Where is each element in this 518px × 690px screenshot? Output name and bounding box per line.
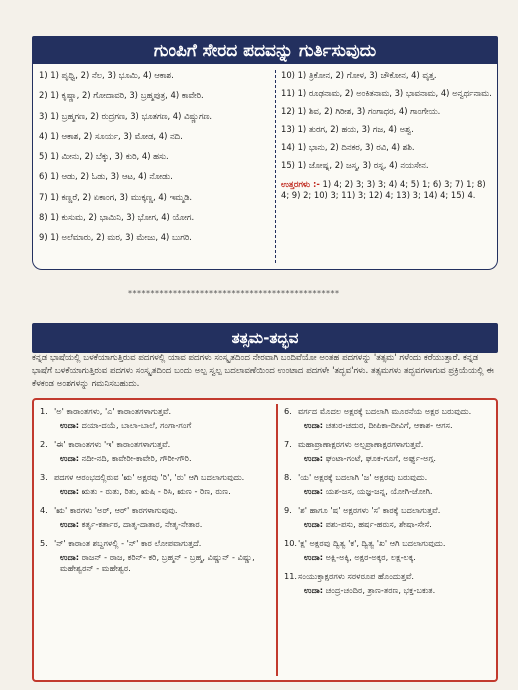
rule-item — [40, 505, 272, 517]
rule-item — [284, 472, 494, 484]
rule-text: 'ನ್' ಕಾರಾಂತ ಶಬ್ದಗಳಲ್ಲಿ - 'ನ್' ಕಾರ ಲೋಪವಾಗುತ್ತದೆ. — [54, 538, 202, 548]
rule-example — [40, 519, 272, 531]
questions-left-column — [39, 70, 271, 253]
example-label: ಉದಾ: — [60, 551, 80, 562]
rule-number: 5. — [40, 538, 48, 548]
example-text: ರಾಜನ್ - ರಾಜ, ಕರಿನ್- ಕರಿ, ಬ್ರಹ್ಮನ್ - ಬ್ರಹ್ಮ, ವಿಷ್ಣುನ್ - ವಿಷ್ಣು, ಮಹೇಶ್ವರನ್ - ಮಹೇಶ್ವರ. — [60, 551, 255, 573]
question-item: 3) 1) ಬ್ರಹ್ಮಗಣ, 2) ರುದ್ರಗಣ, 3) ಭೂತಗಣ, 4) ವಿಷ್ಣುಗಣ. — [39, 110, 213, 121]
example-text: ಪಶು-ಪಸು, ಹರ್ಷ-ಹರುಸ, ಶೇಷಾ-ಸೇಸೆ. — [325, 518, 432, 529]
column-divider — [275, 70, 276, 263]
question-item: 10) 1) ತ್ರಿಕೋನ, 2) ಗೋಳ, 3) ಚೌಕೋನ, 4) ವೃತ್ತ. — [281, 70, 437, 80]
intro-paragraph: ಕನ್ನಡ ಭಾಷೆಯಲ್ಲಿ ಬಳಕೆಯಾಗುತ್ತಿರುವ ಪದಗಳಲ್ಲಿ ಯಾವ ಪದಗಳು ಸಂಸ್ಕೃತದಿಂದ ನೇರವಾಗಿ ಬಂದಿವೆಯೋ ಅಂತಹ ಪದಗಳನ್ನು 'ತತ್ಸಮ' ಗಳೆಂದು ಕರೆಯುತ್ತಾರೆ. ಕನ್ನಡ ಭಾಷೆಗೆ ಬಳಕೆಯಾಗುತ್ತಿರುವ ಪದಗಳು ಸಂಸ್ಕೃತದಿಂದ ಬಂದು ಅಲ್ಪ ಸ್ವಲ್ಪ ಬದಲಾವಣೆಯಿಂದ ಉಂಟಾದ ಪದಗಳೇ 'ತದ್ಭವ'ಗಳು. ತತ್ಸಮಗಳು ತದ್ಭವಗಳಾಗುವ ಪ್ರಕ್ರಿಯೆಯಲ್ಲಿ ಈ ಕೆಳಕಂಡ ಅಂಶಗಳನ್ನು ಗಮನಿಸಬಹುದು. — [32, 353, 494, 389]
section-title-tatsama-tadbhava: ತತ್ಸಮ-ತದ್ಭವ — [32, 323, 498, 353]
answers-block — [281, 179, 493, 202]
rules-box — [32, 398, 498, 682]
odd-one-out-box — [32, 64, 498, 270]
rule-number: 6. — [284, 406, 292, 416]
rule-item — [40, 439, 272, 451]
example-label: ಉದಾ: — [304, 584, 324, 595]
question-item: 13) 1) ತುರಗ, 2) ಹಯ, 3) ಗಜ, 4) ಅಶ್ವ. — [281, 124, 414, 135]
rule-item — [284, 439, 494, 451]
rule-example — [40, 453, 272, 465]
rule-item — [40, 406, 272, 418]
rule-example — [40, 420, 272, 432]
rule-number: 3. — [40, 472, 48, 482]
rule-number: 10. — [284, 538, 298, 548]
example-label: ಉದಾ: — [60, 518, 80, 529]
rule-number: 9. — [284, 505, 292, 515]
questions-right-column — [281, 70, 493, 208]
example-text: ಕರ್ತೃ-ಕರ್ತಾರ, ದಾತೃ-ದಾತಾರ, ನೇತೃ-ನೇತಾರ. — [81, 518, 203, 529]
section-title-odd-one-out: ಗುಂಪಿಗೆ ಸೇರದ ಪದವನ್ನು ಗುರ್ತಿಸುವುದು — [32, 36, 498, 66]
example-text: ಯಶ-ಜಸ, ಯಜ್ಞ-ಜನ್ನ, ಯೋಗಿ-ಜೋಗಿ. — [325, 485, 433, 496]
question-item: 1) 1) ಪೃಥ್ವಿ, 2) ನೆಲ, 3) ಭೂಮಿ, 4) ಆಕಾಶ. — [39, 70, 174, 80]
example-label: ಉದಾ: — [60, 419, 80, 430]
rule-item — [284, 538, 494, 550]
rule-text: 'ಅ' ಕಾರಾಂತಗಳು, 'ಎ' ಕಾರಾಂತಗಳಾಗುತ್ತವೆ. — [54, 406, 172, 416]
example-text: ಚಂದ್ರ-ಚಂದಿರ, ತ್ರಾಣ-ತರಣ, ಭಕ್ತ-ಬಕುತ. — [325, 584, 436, 595]
rule-item — [40, 538, 272, 550]
rule-number: 8. — [284, 472, 292, 482]
rule-example — [284, 552, 494, 564]
rule-text: 'ಈ' ಕಾರಾಂತಗಳು 'ಇ' ಕಾರಾಂತಗಳಾಗುತ್ತವೆ. — [54, 439, 171, 449]
rule-text: 'ಯ' ಅಕ್ಷರಕ್ಕೆ ಬದಲಾಗಿ 'ಜ' ಅಕ್ಷರವು ಬರುವುದು. — [298, 472, 428, 482]
rule-example — [284, 453, 494, 465]
rules-column-divider — [276, 404, 278, 676]
question-item: 12) 1) ಶಿವ, 2) ಗಿರೀಶ, 3) ಗಂಗಾಧರ, 4) ಗಾಂಗೇಯ. — [281, 106, 441, 117]
question-item: 7) 1) ಕಣ್ಣರೆ, 2) ಏಕಾಂಗ, 3) ಮುಕ್ಕಣ್ಣ, 4) ಇಮ್ಮಡಿ. — [39, 191, 193, 202]
rule-item — [40, 472, 272, 484]
rule-example — [284, 486, 494, 498]
rule-text: 'ಕ್ಷ' ಅಕ್ಷರವು ದ್ವಿತ್ವ 'ಕ', ದ್ವಿತ್ವ 'ಖ' ಆಗಿ ಬದಲಾಗುವುದು. — [298, 538, 446, 548]
rule-number: 2. — [40, 439, 48, 449]
question-item: 9) 1) ಅಲೆಮಾರು, 2) ಮರ, 3) ಮೇಜು, 4) ಬುಗರಿ. — [39, 232, 192, 243]
rule-text: ಸಂಯುಕ್ತಾಕ್ಷರಗಳು ಸರಳರೂಪ ಹೊಂದುತ್ತವೆ. — [298, 571, 414, 581]
rules-left-column — [40, 406, 272, 583]
rule-item — [284, 571, 494, 583]
rule-text: ಮಹಾಪ್ರಾಣಾಕ್ಷರಗಳು ಅಲ್ಪಪ್ರಾಣಾಕ್ಷರಗಳಾಗುತ್ತವೆ. — [298, 439, 424, 449]
answers-label: ಉತ್ತರಗಳು :- — [281, 178, 320, 189]
example-label: ಉದಾ: — [304, 419, 324, 430]
question-item: 6) 1) ಆಡು, 2) ಓಡು, 3) ಆಟ, 4) ನೋಡು. — [39, 171, 173, 182]
example-label: ಉದಾ: — [304, 518, 324, 529]
rule-example — [40, 486, 272, 498]
rule-text: ವರ್ಗದ ಮೊದಲ ಅಕ್ಷರಕ್ಕೆ ಬದಲಾಗಿ ಮೂರನೆಯ ಅಕ್ಷರ ಬರುವುದು. — [298, 406, 472, 416]
example-text: ನದೀ-ನದಿ, ಕಾವೇರೀ-ಕಾವೇರಿ, ಗೌರೀ-ಗೌರಿ. — [81, 452, 192, 463]
rule-item — [284, 505, 494, 517]
rule-example — [284, 420, 494, 432]
answers-text: 1) 4; 2) 3; 3) 3; 4) 4; 5) 1; 6) 3; 7) 1; 8) 4; 9) 2; 10) 3; 11) 3; 12) 4; 13) 3; 14) 4; 15) 4. — [281, 178, 486, 201]
example-text: ಘಂಟಾ-ಗಂಟೆ, ಘೂಕ-ಗೂಗೆ, ಅರ್ಘ್ಯ-ಅಗ್ಗ. — [325, 452, 436, 463]
example-text: ದಯಾ-ದಯೆ, ಬಾಲಾ-ಬಾಲೆ, ಗಂಗಾ-ಗಂಗೆ — [81, 419, 192, 430]
example-label: ಉದಾ: — [60, 485, 80, 496]
example-text: ಅಕ್ಷಿ-ಅಕ್ಕಿ, ಅಕ್ಷರ-ಅಕ್ಕರ, ಲಕ್ಷ-ಲಕ್ಕ. — [325, 551, 416, 562]
rule-number: 11. — [284, 571, 298, 581]
rule-text: 'ಶ' ಹಾಗೂ 'ಷ' ಅಕ್ಷರಗಳು 'ಸ' ಕಾರಕ್ಕೆ ಬದಲಾಗುತ್ತವೆ. — [298, 505, 441, 515]
question-item: 8) 1) ಕುಸುಮ, 2) ಭಾಮಿನಿ, 3) ಭೋಗ, 4) ಯೋಗ. — [39, 212, 195, 223]
rule-number: 4. — [40, 505, 48, 515]
rules-right-column — [284, 406, 494, 604]
rule-example — [40, 552, 272, 575]
rule-number: 7. — [284, 439, 292, 449]
example-text: ಋತು - ರುತು, ರಿತು, ಋಷಿ - ರಿಸಿ, ಋಣ - ರಿಣ, ರುಣ. — [81, 485, 231, 496]
question-item: 14) 1) ಭಾನು, 2) ದಿನಕರ, 3) ರವಿ, 4) ಶಶಿ. — [281, 142, 415, 153]
rule-item — [284, 406, 494, 418]
question-item: 4) 1) ಆಕಾಶ, 2) ಸೂರ್ಯ, 3) ಮೋಡ, 4) ನದಿ. — [39, 130, 183, 141]
star-divider: *********************************************** — [128, 290, 340, 298]
rule-number: 1. — [40, 406, 48, 416]
example-label: ಉದಾ: — [304, 452, 324, 463]
rule-text: ಪದಗಳ ಆರಂಭದಲ್ಲಿರುವ 'ಋ' ಅಕ್ಷರವು 'ರಿ', 'ರು' ಆಗಿ ಬದಲಾಗುವುದು. — [54, 472, 245, 482]
question-item: 2) 1) ಕೃಷ್ಣಾ, 2) ಗೋದಾವರಿ, 3) ಬ್ರಹ್ಮಪುತ್ರ, 4) ಕಾವೇರಿ. — [39, 90, 204, 101]
example-label: ಉದಾ: — [60, 452, 80, 463]
example-label: ಉದಾ: — [304, 551, 324, 562]
rule-example — [284, 585, 494, 597]
question-item: 11) 1) ರೂಢನಾಮ, 2) ಅಂಕಿತನಾಮ, 3) ಭಾವನಾಮ, 4) ಅನ್ವರ್ಥನಾಮ. — [281, 88, 492, 99]
rule-example — [284, 519, 494, 531]
question-item: 15) 1) ಜೋಷ್ನ, 2) ಜಸ್ಮ, 3) ರಸ್ನ, 4) ನಯಸೇನ. — [281, 160, 429, 171]
rule-text: 'ಋ' ಕಾರಗಳು 'ಅರ್, ಆರ್' ಕಾರಗಳಾಗುವುವು. — [54, 505, 178, 515]
example-text: ಚತುರ-ಚದುರ, ದೀಪಿಕಾ-ದೀವಿಗೆ, ಆಕಾಶ- ಆಗಸ. — [325, 419, 453, 430]
example-label: ಉದಾ: — [304, 485, 324, 496]
question-item: 5) 1) ಮೀನು, 2) ಬೆಕ್ಕು, 3) ಕುರಿ, 4) ಹಸು. — [39, 151, 169, 162]
